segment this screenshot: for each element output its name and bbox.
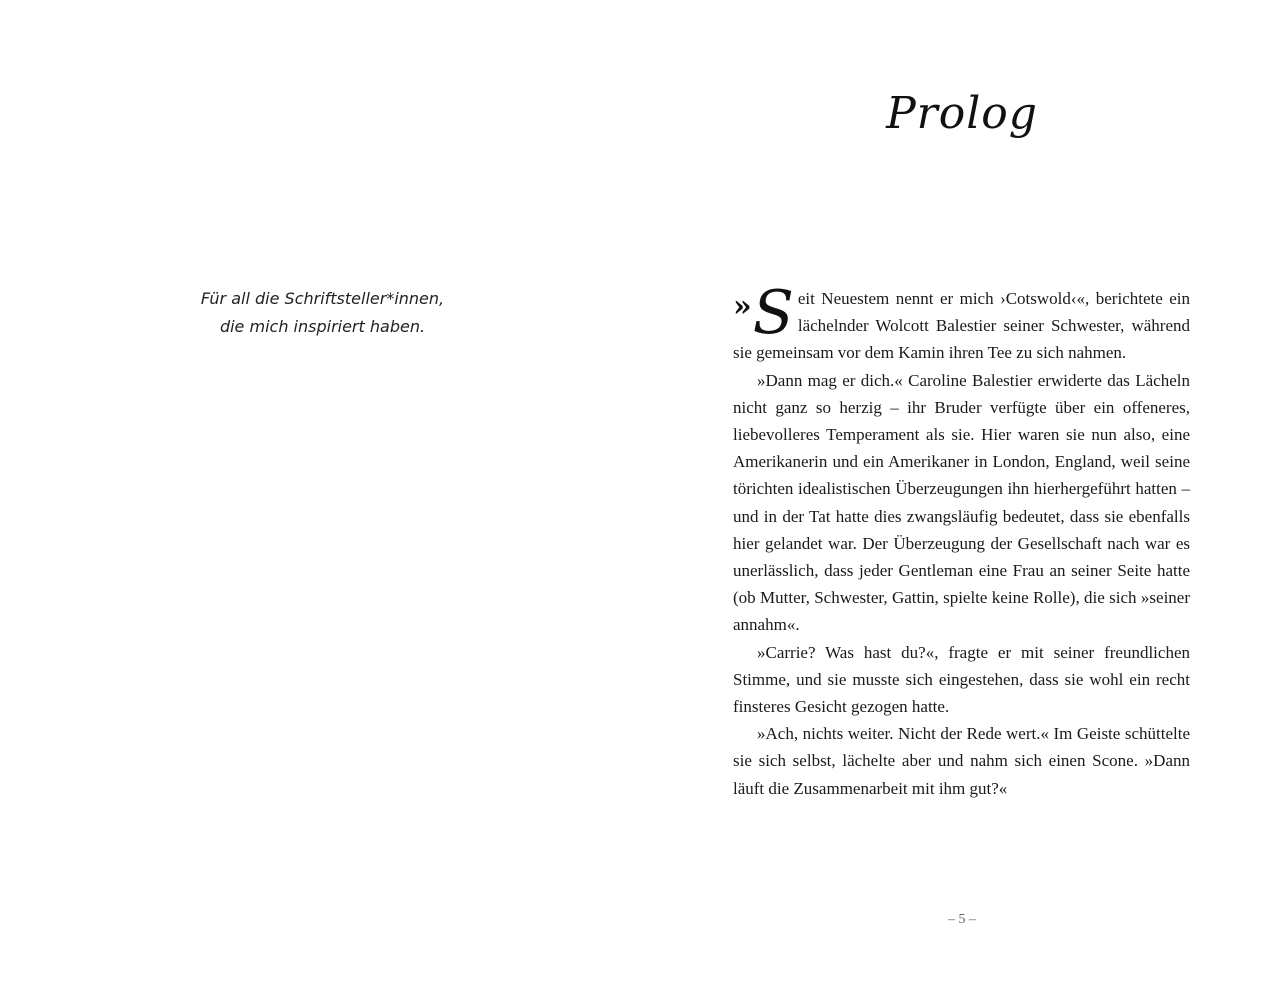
- dedication: [180, 285, 465, 341]
- dropcap: [733, 278, 794, 348]
- paragraph-4: »Ach, nichts weiter. Nicht der Rede wert.« Im Geiste schüttelte sie sich selbst, lächelte aber und nahm sich einen Scone. »Dann läuft die Zusammenarbeit mit ihm gut?«: [733, 724, 1190, 798]
- paragraph-1-text: eit Neuestem nennt er mich ›Cotswold‹«, berichtete ein lächelnder Wolcott Balestier seiner Schwester, während sie gemeinsam vor dem Kamin ihren Tee zu sich nahmen.: [733, 289, 1190, 363]
- left-page: [0, 0, 642, 1000]
- paragraph-2: »Dann mag er dich.« Caroline Balestier erwiderte das Lächeln nicht ganz so herzig – ihr Bruder verfügte über ein offeneres, liebevolleres Temperament als sie. Hier waren sie nun also, eine Amerikanerin und ein Amerikaner in London, England, weil seine törichten idealistischen Überzeugungen ihn hierhergeführt hatten – und in der Tat hatte dies zwangsläufig bedeutet, dass sie ebenfalls hier gelandet war. Der Überzeugung der Gesellschaft nach war es unerlässlich, dass jeder Gentleman eine Frau an seiner Seite hatte (ob Mutter, Schwester, Gattin, spielte keine Rolle), die sich »seiner annahm«.: [733, 370, 1190, 635]
- right-page: [642, 0, 1285, 1000]
- paragraph-1: [733, 278, 1190, 367]
- opening-quote-mark: »: [733, 289, 752, 324]
- dedication-line-2: die mich inspiriert haben.: [219, 317, 426, 336]
- page-number: – 5 –: [948, 912, 976, 927]
- chapter-title: Prolog: [886, 88, 1038, 139]
- body-text: [733, 278, 1190, 802]
- dropcap-letter: S: [752, 278, 794, 348]
- dedication-line-1: Für all die Schriftsteller*innen,: [200, 289, 445, 308]
- paragraph-3: »Carrie? Was hast du?«, fragte er mit seiner freundlichen Stimme, und sie musste sich eingestehen, dass sie wohl ein recht finsteres Gesicht gezogen hatte.: [733, 642, 1190, 717]
